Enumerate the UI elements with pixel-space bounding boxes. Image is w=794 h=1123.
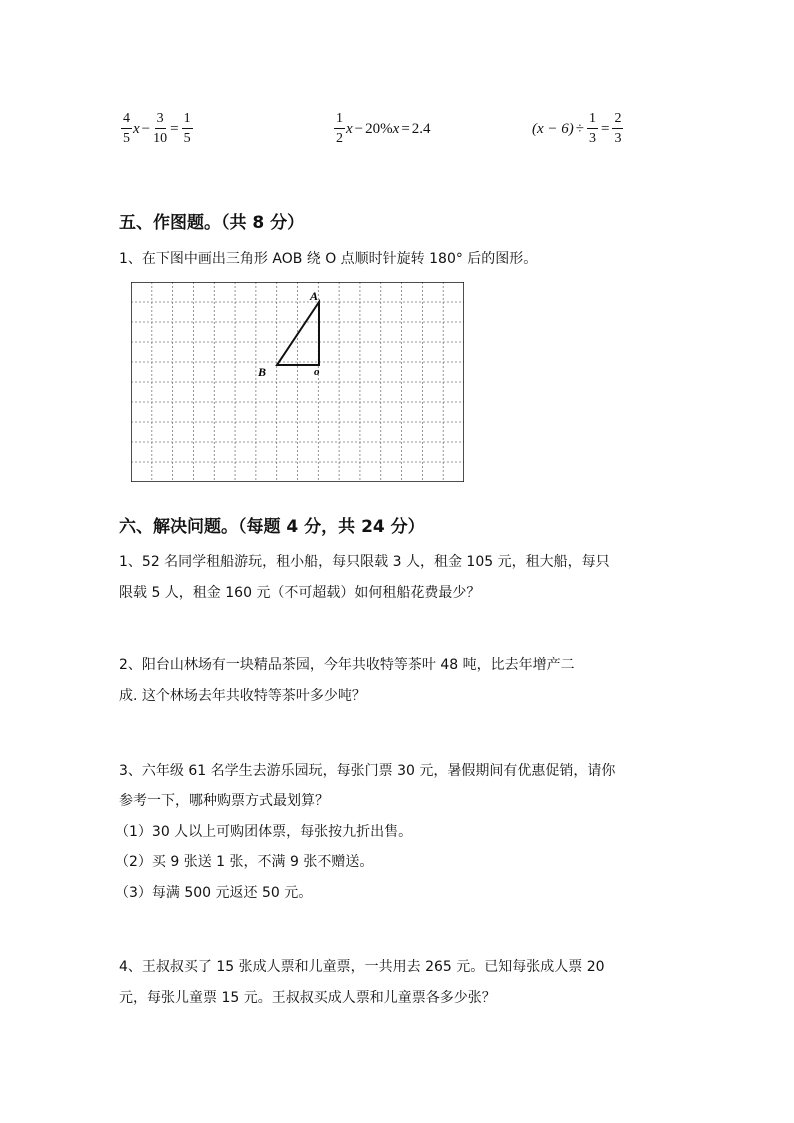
question-3-line-1: 3、六年级 61 名学生去游乐园玩，每张门票 30 元，暑假期间有优惠促销，请你	[119, 763, 616, 779]
rhs-value: 2.4	[411, 120, 431, 137]
fraction: $\frac{1}{5}$	[183, 111, 191, 146]
section-6-heading: 六、解决问题。（每题 4 分，共 24 分）	[119, 517, 425, 537]
fraction: $\frac{2}{3}$	[614, 111, 622, 146]
equation-3	[532, 104, 624, 154]
section-5-question-1: 1、在下图中画出三角形 AOB 绕 O 点顺时针旋转 180° 后的图形。	[119, 251, 538, 267]
parenthesized-expression: (x − 6)	[532, 120, 574, 137]
point-o-label: o	[314, 366, 320, 378]
fraction: $\frac{4}{5}$	[123, 111, 130, 146]
question-4-line-2: 元，每张儿童票 15 元。王叔叔买成人票和儿童票各多少张？	[119, 990, 496, 1006]
variable: x	[133, 120, 140, 137]
question-3-option-3: （3）每满 500 元返还 50 元。	[115, 885, 313, 901]
fraction: $\frac{3}{10}$	[153, 111, 168, 146]
fraction: $\frac{1}{3}$	[589, 111, 597, 146]
point-b-label: B	[258, 365, 267, 379]
drawing-grid	[131, 282, 464, 482]
section-5-heading: 五、作图题。（共 8 分）	[119, 213, 305, 233]
divide-sign: ÷	[575, 120, 585, 137]
percent-value: 20%	[365, 120, 393, 137]
question-2-line-2: 成. 这个林场去年共收特等茶叶多少吨？	[119, 688, 366, 704]
question-1-line-2: 限载 5 人，租金 160 元（不可超载）如何租船花费最少？	[119, 585, 481, 601]
point-a-label: A	[310, 289, 319, 303]
variable: x	[346, 120, 353, 137]
minus-sign: −	[354, 120, 364, 137]
equation-1	[120, 104, 194, 154]
grid-svg	[131, 282, 464, 482]
equation-2	[333, 104, 431, 154]
question-3-option-1: （1）30 人以上可购团体票，每张按九折出售。	[115, 824, 413, 840]
fraction: $\frac{1}{2}$	[336, 111, 343, 146]
equals-sign: =	[601, 120, 610, 137]
question-1-line-1: 1、52 名同学租船游玩，租小船，每只限载 3 人，租金 105 元，租大船，每只	[119, 554, 610, 570]
triangle-aob	[277, 302, 319, 365]
equals-sign: =	[170, 120, 179, 137]
equals-sign: =	[401, 120, 410, 137]
question-3-option-2: （2）买 9 张送 1 张，不满 9 张不赠送。	[115, 854, 374, 870]
question-4-line-1: 4、王叔叔买了 15 张成人票和儿童票，一共用去 265 元。已知每张成人票 20	[119, 959, 605, 975]
minus-sign: −	[141, 120, 151, 137]
question-2-line-1: 2、阳台山林场有一块精品茶园，今年共收特等茶叶 48 吨，比去年增产二	[119, 657, 575, 673]
question-3-line-2: 参考一下，哪种购票方式最划算？	[119, 793, 329, 809]
variable: x	[392, 120, 400, 137]
